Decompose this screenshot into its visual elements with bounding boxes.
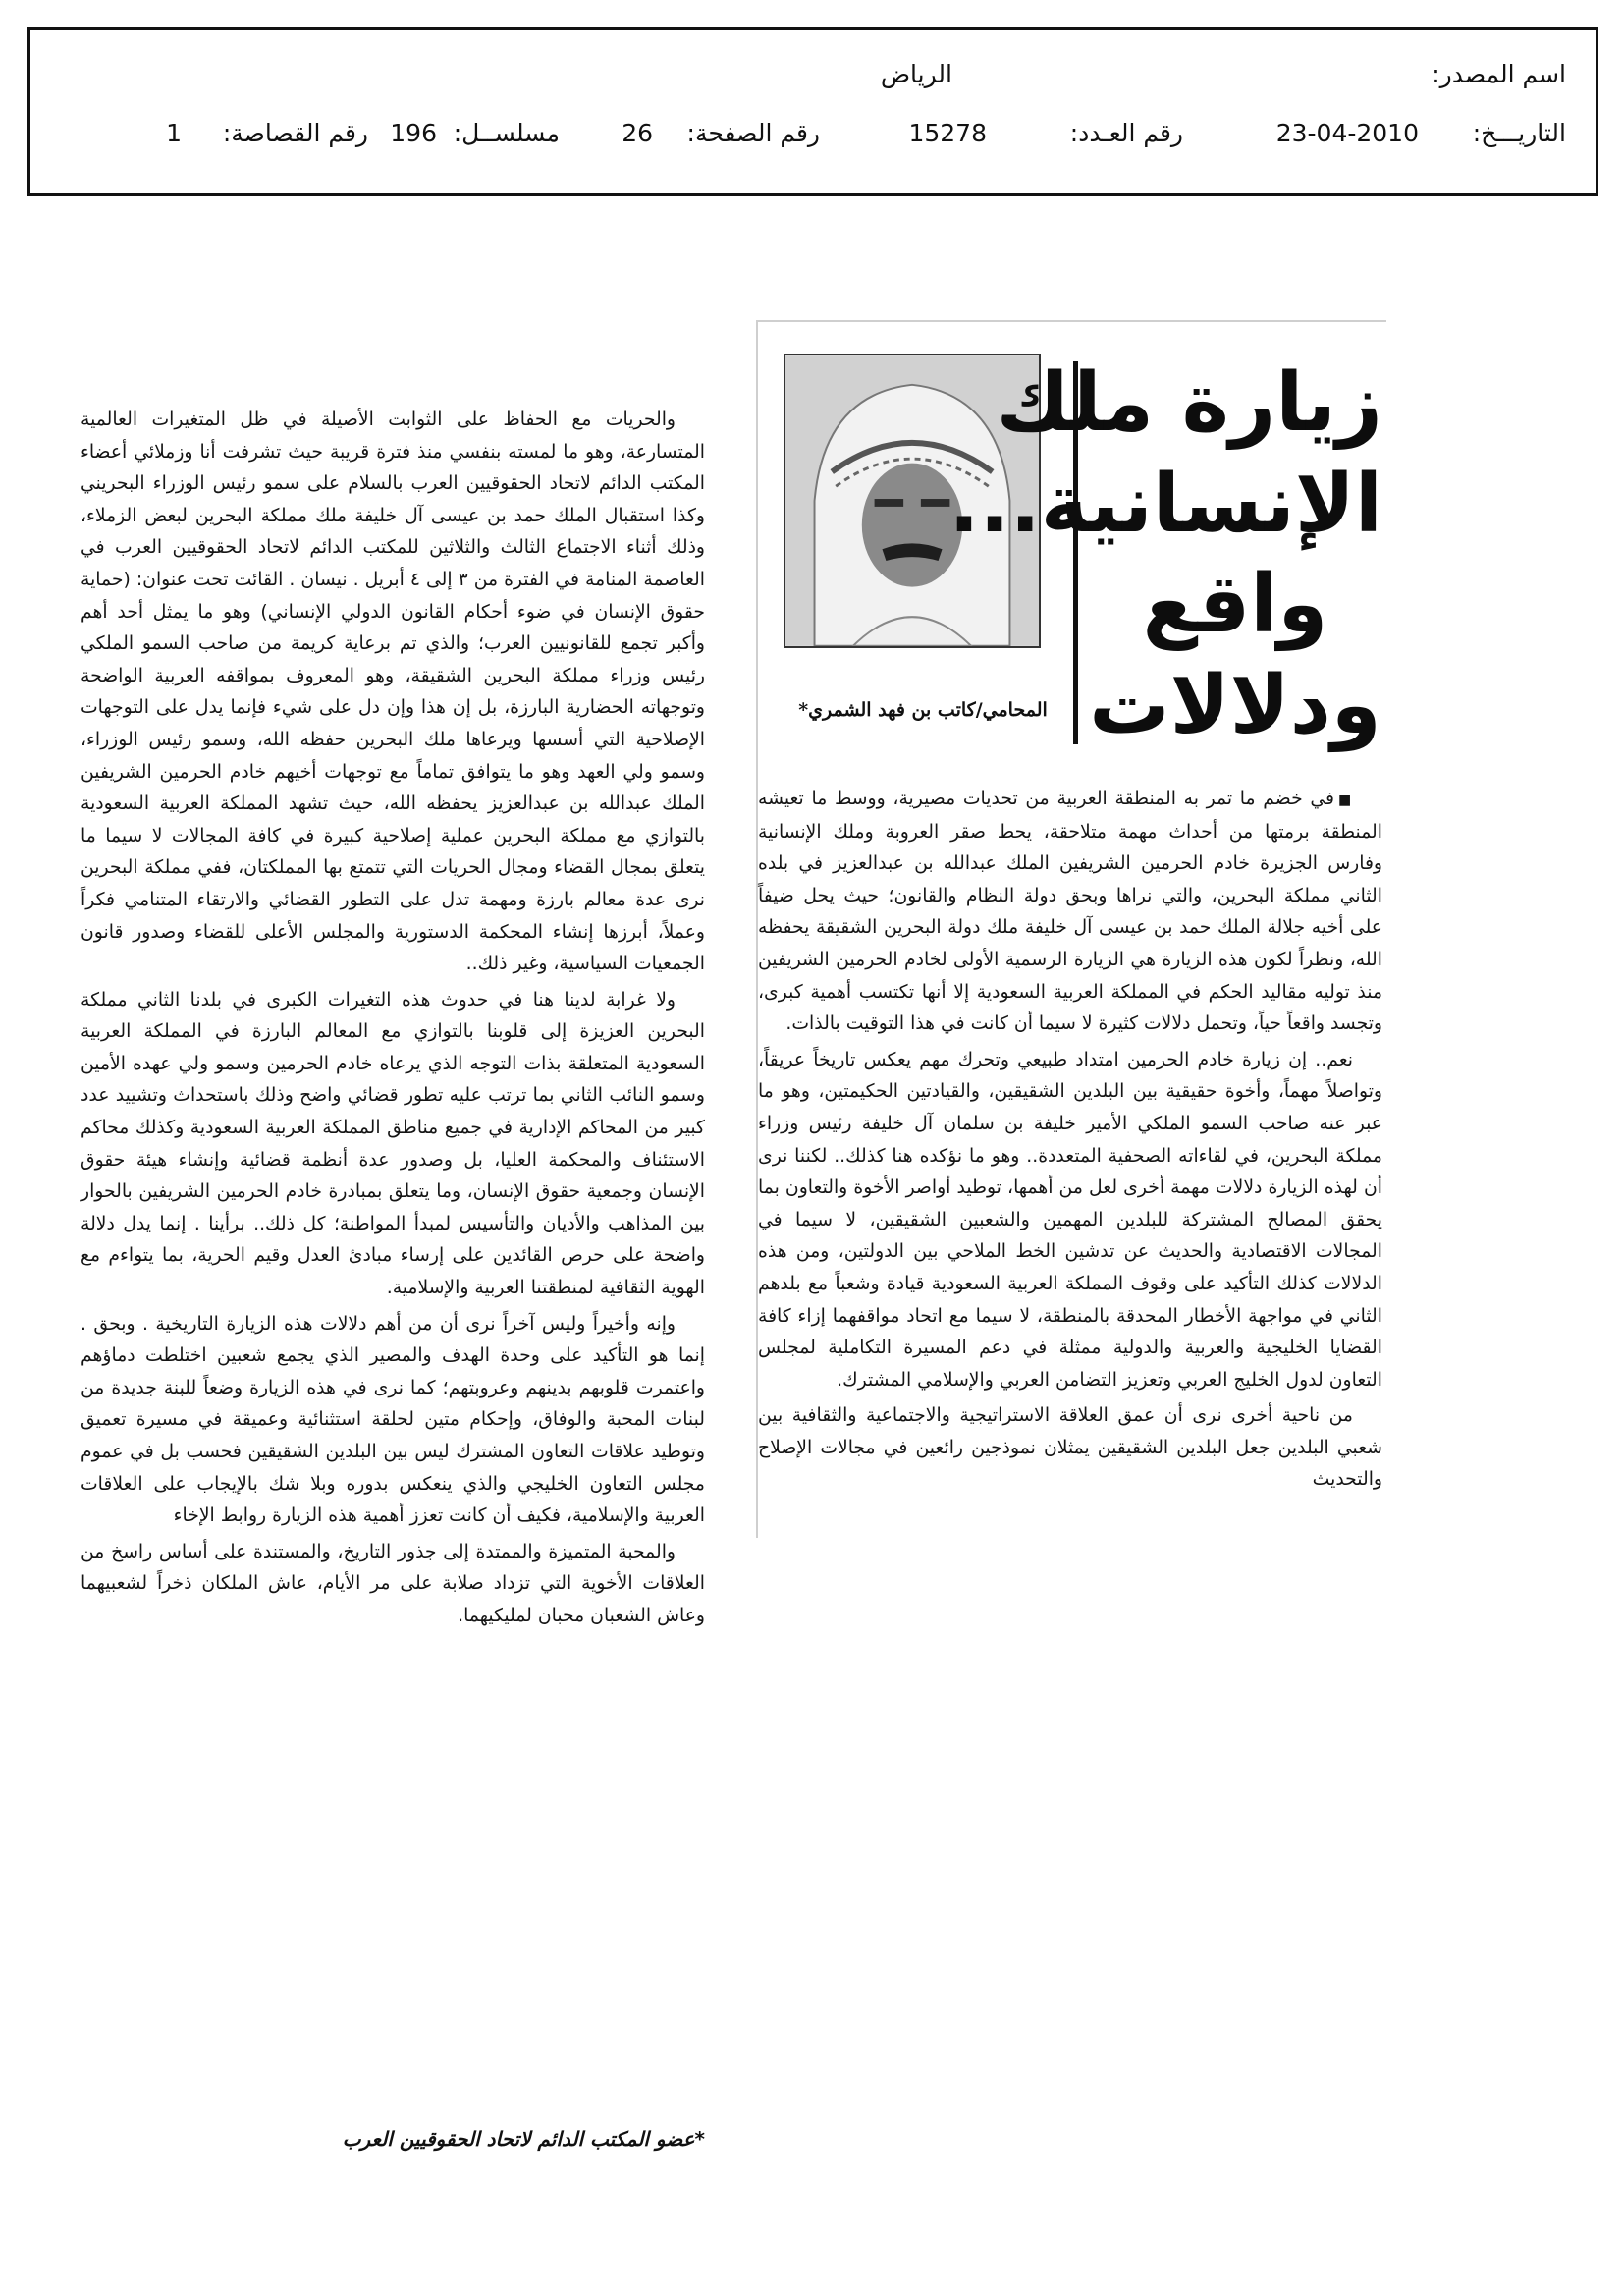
paragraph: من ناحية أخرى نرى أن عمق العلاقة الاستراتيجية والاجتماعية والثقافية بين شعبي البلدين جعل البلدين الشقيقين يمثلان نموذجين رائعين في مجالات الإصلاح والتحديث: [758, 1405, 1382, 1491]
paragraph: ■في خضم ما تمر به المنطقة العربية من تحديات مصيرية، ووسط ما تعيشه المنطقة برمتها من أحداث مهمة متلاحقة، يحط صقر العروبة وملك الإنسانية وفارس الجزيرة خادم الحرمين الشريفين الملك عبدالله بن عبدالعزيز في بلده الثاني مملكة البحرين، والتي نراها وبحق دولة النظام والقانون؛ حيث يحل ضيفاً على أخيه جلالة الملك حمد بن عيسى آل خليفة ملك دولة البحرين الشقيقة يحفظه الله، ونظراً لكون هذه الزيارة هي الزيارة الرسمية الأولى لخادم الحرمين الشريفين منذ توليه مقاليد الحكم في المملكة العربية السعودية إلا أنها تكتسب أهمية كبرى، وتجسد واقعاً حياً، وتحمل دلالات كثيرة لا سيما أن كانت في هذا التوقيت بالذات.: [758, 789, 1382, 1035]
paragraph: ولا غرابة لدينا هنا في حدوث هذه التغيرات الكبرى في بلدنا الثاني مملكة البحرين العزيزة إلى قلوبنا بالتوازي مع المعالم البارزة في المملكة العربية السعودية المتعلقة بذات التوجه الذي يرعاه خادم الحرمين وسمو ولي عهده الأمين وسمو النائب الثاني بما ترتب عليه تطور قضائي واضح وذلك باستحداث وتشييد عدد كبير من المحاكم الإدارية في جميع مناطق المملكة العربية السعودية وكذلك محاكم الاستئناف والمحكمة العليا، بل وصدور عدة أنظمة قضائية وإنشاء هيئة حقوق الإنسان وجمعية حقوق الإنسان، وما يتعلق بمبادرة خادم الحرمين الشريفين بالحوار بين المذاهب والأديان والتأسيس لمبدأ المواطنة؛ كل ذلك.. برأينا . إنما يدل دلالة واضحة على حرص القائدين على إرساء مبادئ العدل وقيم الحرية، بما يتواءم مع الهوية الثقافية لمنطقتنا العربية والإسلامية.: [81, 989, 705, 1299]
serial-label: مسلســل:: [453, 119, 560, 147]
clip-label: رقم القصاصة:: [222, 119, 368, 147]
serial-value: 196: [390, 119, 437, 147]
source-value: الرياض: [880, 60, 952, 88]
page-value: 26: [622, 119, 653, 147]
author-byline: المحامي/كاتب بن فهد الشمري*: [798, 699, 1048, 721]
author-footnote: *عضو المكتب الدائم لاتحاد الحقوقيين العرب: [342, 2127, 705, 2151]
headline-line-4: ودلالات: [1089, 658, 1381, 752]
article-column-left: [81, 405, 705, 2123]
clip-value: 1: [166, 119, 182, 147]
paragraph: نعم.. إن زيارة خادم الحرمين امتداد طبيعي وتحرك مهم يعكس تاريخاً عريقاً، وتواصلاً مهماً، وأخوة حقيقية بين البلدين الشقيقين، والقيادتين الحكيمتين، وهو ما عبر عنه صاحب السمو الملكي الأمير خليفة بن سلمان آل خليفة رئيس وزراء مملكة البحرين، في لقاءاته الصحفية المتعددة.. وهو ما نؤكده هنا كذلك.. لكننا نرى أن لهذه الزيارة دلالات مهمة أخرى لعل من أهمها، توطيد أواصر الأخوة والتعاون بما يحقق المصالح المشتركة للبلدين المهمين والشعبين الشقيقين، لا سيما في المجالات الاقتصادية والحديث عن تدشين الخط الملاحي بين الدولتين، ومن هذه الدلالات كذلك التأكيد على وقوف المملكة العربية السعودية قيادة وشعباً مع بلدهم الثاني في مواجهة الأخطار المحدقة بالمنطقة، لا سيما مع اتحاد مواقفهما إزاء كافة القضايا الخليجية والعربية والدولية ممثلة في دعم المسيرة التكاملية لمجلس التعاون لدول الخليج العربي وتعزيز التضامن العربي والإسلامي المشترك.: [758, 1049, 1382, 1391]
source-label: اسم المصدر:: [1432, 60, 1566, 88]
paragraph: وإنه وأخيراً وليس آخراً نرى أن من أهم دلالات هذه الزيارة التاريخية . وبحق . إنما هو التأكيد على وحدة الهدف والمصير الذي يجمع شعبين اختلطت دماؤهم واعتمرت قلوبهم بدينهم وعروبتهم؛ كما نرى في هذه الزيارة وضعاً للبنة جديدة من لبنات المحبة والوفاق، وإحكام متين لحلقة استثنائية وعميقة في مسيرة تعميق وتوطيد علاقات التعاون المشترك ليس بين البلدين الشقيقين فحسب بل في عموم مجلس التعاون الخليجي والذي ينعكس بدوره وبلا شك بالإيجاب على العلاقات العربية والإسلامية، فكيف أن كانت تعزز أهمية هذه الزيارة روابط الإخاء: [81, 1313, 705, 1527]
issue-value: 15278: [908, 119, 987, 147]
article-column-right: [758, 784, 1382, 1540]
issue-label: رقم العـدد:: [1069, 119, 1183, 147]
page-label: رقم الصفحة:: [686, 119, 820, 147]
paragraph: والمحبة المتميزة والممتدة إلى جذور التاريخ، والمستندة على أساس راسخ من العلاقات الأخوية التي تزداد صلابة على مر الأيام، عاش الملكان ذخراً لشعبيهما وعاش الشعبان محبان لمليكيهما.: [81, 1541, 705, 1626]
date-value: 23-04-2010: [1275, 119, 1419, 147]
headline-line-3: واقع: [1142, 558, 1328, 651]
paragraph: والحريات مع الحفاظ على الثوابت الأصيلة في ظل المتغيرات العالمية المتسارعة، وهو ما لمسته بنفسي منذ فترة قريبة حيث تشرفت أنا وزملائي أعضاء المكتب الدائم لاتحاد الحقوقيين العرب بالسلام على سمو رئيس الوزراء البحريني وكذا استقبال الملك حمد بن عيسى آل خليفة ملك مملكة البحرين لبعض الزملاء، وذلك أثناء الاجتماع الثالث والثلاثين للمكتب الدائم لاتحاد الحقوقيين العرب في العاصمة المنامة في الفترة من ٣ إلى ٤ أبريل . نيسان . القائت تحت عنوان: (حماية حقوق الإنسان في ضوء أحكام القانون الدولي الإنساني) وهو ما يمثل أحد أهم وأكبر تجمع للقانونيين العرب؛ والذي تم برعاية كريمة من صاحب السمو الملكي رئيس وزراء مملكة البحرين الشقيقة، وهو المعروف بمواقفه العربية الواضحة وتوجهاته الحضارية البارزة، بل إن هذا وإن دل على شيء فإنما يدل على التوجهات الإصلاحية التي أسسها ويرعاها ملك البحرين حفظه الله، وسمو رئيس الوزراء، وسمو ولي العهد وهو ما يتوافق تماماً مع توجهات أخيهم خادم الحرمين الشريفين الملك عبدالله بن عبدالعزيز يحفظه الله، حيث تشهد المملكة العربية السعودية بالتوازي مع مملكة البحرين عملية إصلاحية كبيرة في كافة المجالات لا سيما ما يتعلق بمجال القضاء ومجال الحريات التي تتمتع بها المملكتان، ففي مملكة البحرين نرى عدة معالم بارزة ومهمة تدل على التطور القضائي والارتقاء المتنامي فكراً وعملاً، أبرزها إنشاء المحكمة الدستورية والمجلس الأعلى للقضاء وصدور قانون الجمعيات السياسية، وغير ذلك..: [81, 410, 705, 975]
date-label: التاريـــخ:: [1472, 119, 1566, 147]
article-top-edge: [758, 320, 1386, 322]
square-bullet-icon: ■: [1338, 793, 1353, 808]
headline-line-2: الإنسانية...: [948, 457, 1382, 551]
headline-line-1: زيارة ملك: [996, 356, 1382, 450]
headline: [948, 354, 1382, 756]
